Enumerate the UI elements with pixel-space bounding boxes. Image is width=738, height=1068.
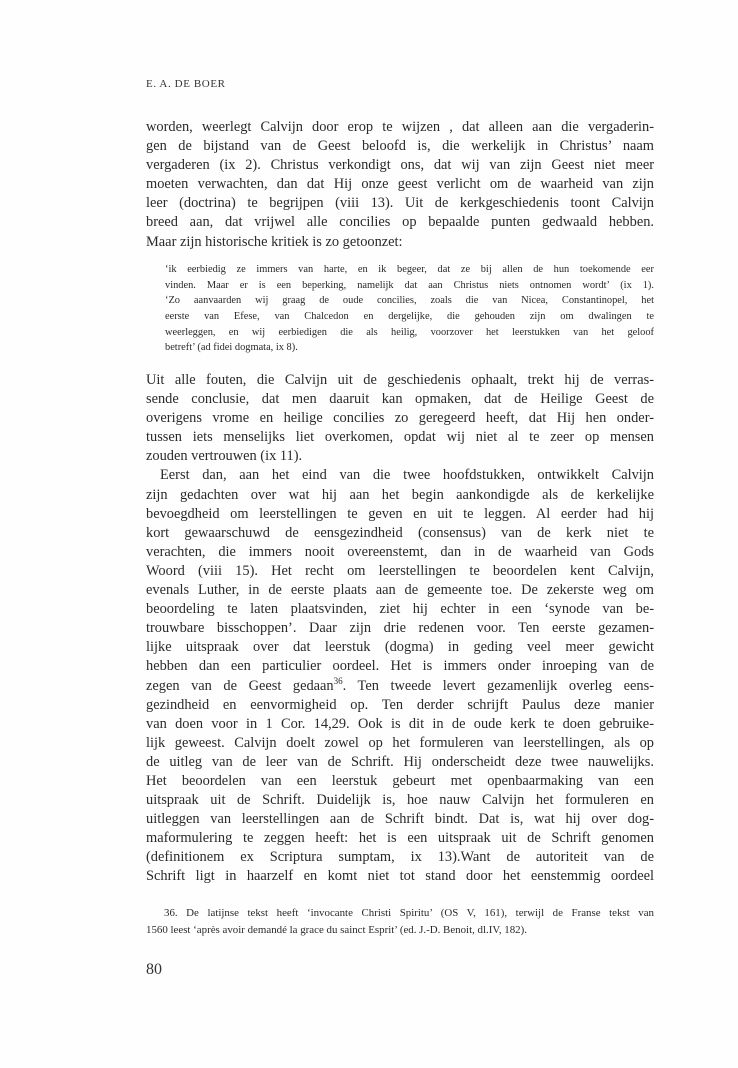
text-line: Eerst dan, aan het eind van die twee hoofdstukken, ontwikkelt Calvijn [160, 467, 654, 484]
text-segment: zegen van de Geest gedaan [146, 677, 334, 694]
text-line: leer (doctrina) te begrijpen (viii 13). Uit de kerkgeschiedenis toont Calvijn [146, 195, 654, 212]
text-line: Woord (viii 15). Het recht om leerstellingen te beoordelen kent Calvijn, [146, 562, 654, 579]
block-quote [165, 262, 654, 356]
text-line: sende conclusie, dat men daaruit kan opmaken, dat de Heilige Geest de [146, 391, 654, 408]
text-line: overigens vrome en heilige concilies zo geregeerd heeft, dat Hij hen onder- [146, 410, 654, 427]
quote-line: betreft’ (ad fidei dogmata, ix 8). [165, 342, 298, 354]
text-line: gen de bijstand van de Geest beloofd is, die werkelijk in Christus’ naam [146, 138, 654, 155]
footnotes [146, 905, 654, 940]
footnote-line: 36. De latijnse tekst heeft ‘invocante Christi Spiritu’ (OS V, 161), terwijl de Franse tekst van [164, 907, 654, 919]
text-line: uitleggen van leerstellingen aan de Schrift bindt. Dat is, wat hij over dog- [146, 811, 654, 828]
text-line: beoordeling te laten plaatsvinden, ziet hij echter in een ‘synode van be- [146, 601, 654, 618]
running-head: E. A. DE BOER [146, 78, 226, 90]
footnote-ref[interactable]: 36 [333, 675, 343, 686]
text-line: tussen iets menselijks liet overkomen, opdat wij niet al te zeer op mensen [146, 429, 654, 446]
text-line: de uitleg van de leer van de Schrift. Hij onderscheidt deze twee nauwelijks. [146, 753, 654, 770]
footnote-line: 1560 leest ‘après avoir demandé la grace du sainct Esprit’ (ed. J.-D. Benoit, dl.IV, 182). [146, 924, 527, 937]
text-line: zijn gedachten over wat hij aan het begin aankondigde als de kerkelijke [146, 486, 654, 503]
text-line: Maar zijn historische kritiek is zo getoonzet: [146, 233, 403, 250]
quote-line: ‘ik eerbiedig ze immers van harte, en ik begeer, dat ze bij allen de hun toekomende eer [165, 264, 654, 275]
text-line: hebben dan een particulier oordeel. Het is immers onder inroeping van de [146, 658, 654, 675]
text-line: vergaderen (ix 2). Christus verkondigt ons, dat wij van zijn Geest niet meer [146, 157, 654, 174]
quote-line: vinden. Maar er is een beperking, namelijk dat aan Christus niets ontnomen wordt’ (ix 1). [165, 279, 654, 291]
quote-line: ‘Zo aanvaarden wij graag de oude concilies, zoals die van Nicea, Constantinopel, het [165, 295, 654, 307]
text-line: lijke uitspraak over dat leerstuk (dogma) in geding veel meer gewicht [146, 639, 654, 656]
text-line: verachten, die immers nooit overeenstemt, dan in de waarheid van Gods [146, 543, 654, 560]
text-line: maformulering te zeggen heeft: het is een uitspraak uit de Schrift genomen [146, 830, 654, 847]
paragraph-2 [146, 371, 654, 887]
text-line: zouden vertrouwen (ix 11). [146, 448, 303, 465]
text-line: gezindheid en eenvormigheid op. Ten derder schrijft Paulus deze manier [146, 696, 654, 713]
text-line: trouwbare bisschoppen’. Daar zijn drie redenen voor. Ten eerste gezamen- [146, 620, 654, 637]
text-line: Schrift ligt in haarzelf en komt niet tot stand door het eenstemmig oordeel [146, 868, 654, 885]
text-line: (definitionem ex Scriptura sumptam, ix 13).Want de autoriteit van de [146, 849, 654, 866]
text-line: uitspraak uit de Schrift. Duidelijk is, hoe nauw Calvijn het formuleren en [146, 792, 654, 809]
text-line: worden, weerlegt Calvijn door erop te wijzen , dat alleen aan die vergaderin- [146, 119, 654, 135]
text-line: kort gewaarschuwd de eensgezindheid (consensus) van de kerk niet te [146, 524, 654, 541]
text-line: evenals Luther, in de eerste plaats aan de gemeente toe. De zekerste weg om [146, 582, 654, 599]
text-line: moeten verwachten, dan dat Hij onze geest verlicht om de waarheid van zijn [146, 176, 654, 193]
quote-line: weerleggen, en wij eerbiedigen die als heilig, voorzover het leerstukken van het geloof [165, 326, 654, 338]
text-line: bevoegdheid om leerstellingen te geven en uit te leggen. Al eerder had hij [146, 505, 654, 522]
text-line: Het beoordelen van een leerstuk gebeurt met openbaarmaking van een [146, 772, 654, 789]
text-line: van doen voor in 1 Cor. 14,29. Ook is dit in de oude kerk te doen gebruike- [146, 715, 654, 732]
text-line-with-footnote [146, 677, 654, 696]
text-line: Uit alle fouten, die Calvijn uit de geschiedenis ophaalt, trekt hij de verras- [146, 372, 654, 388]
text-line: breed aan, dat vrijwel alle concilies op bepaalde punten gedwaald hebben. [146, 214, 654, 231]
paragraph-1 [146, 118, 654, 252]
quote-line: eerste van Efese, van Chalcedon en dergelijke, die gehouden zijn om dwalingen te [165, 311, 654, 323]
text-segment: . Ten tweede levert gezamenlijk overleg eens- [342, 677, 654, 694]
page-number: 80 [146, 961, 162, 978]
text-line: lijk geweest. Calvijn doelt zowel op het formuleren van leerstellingen, als op [146, 734, 654, 751]
